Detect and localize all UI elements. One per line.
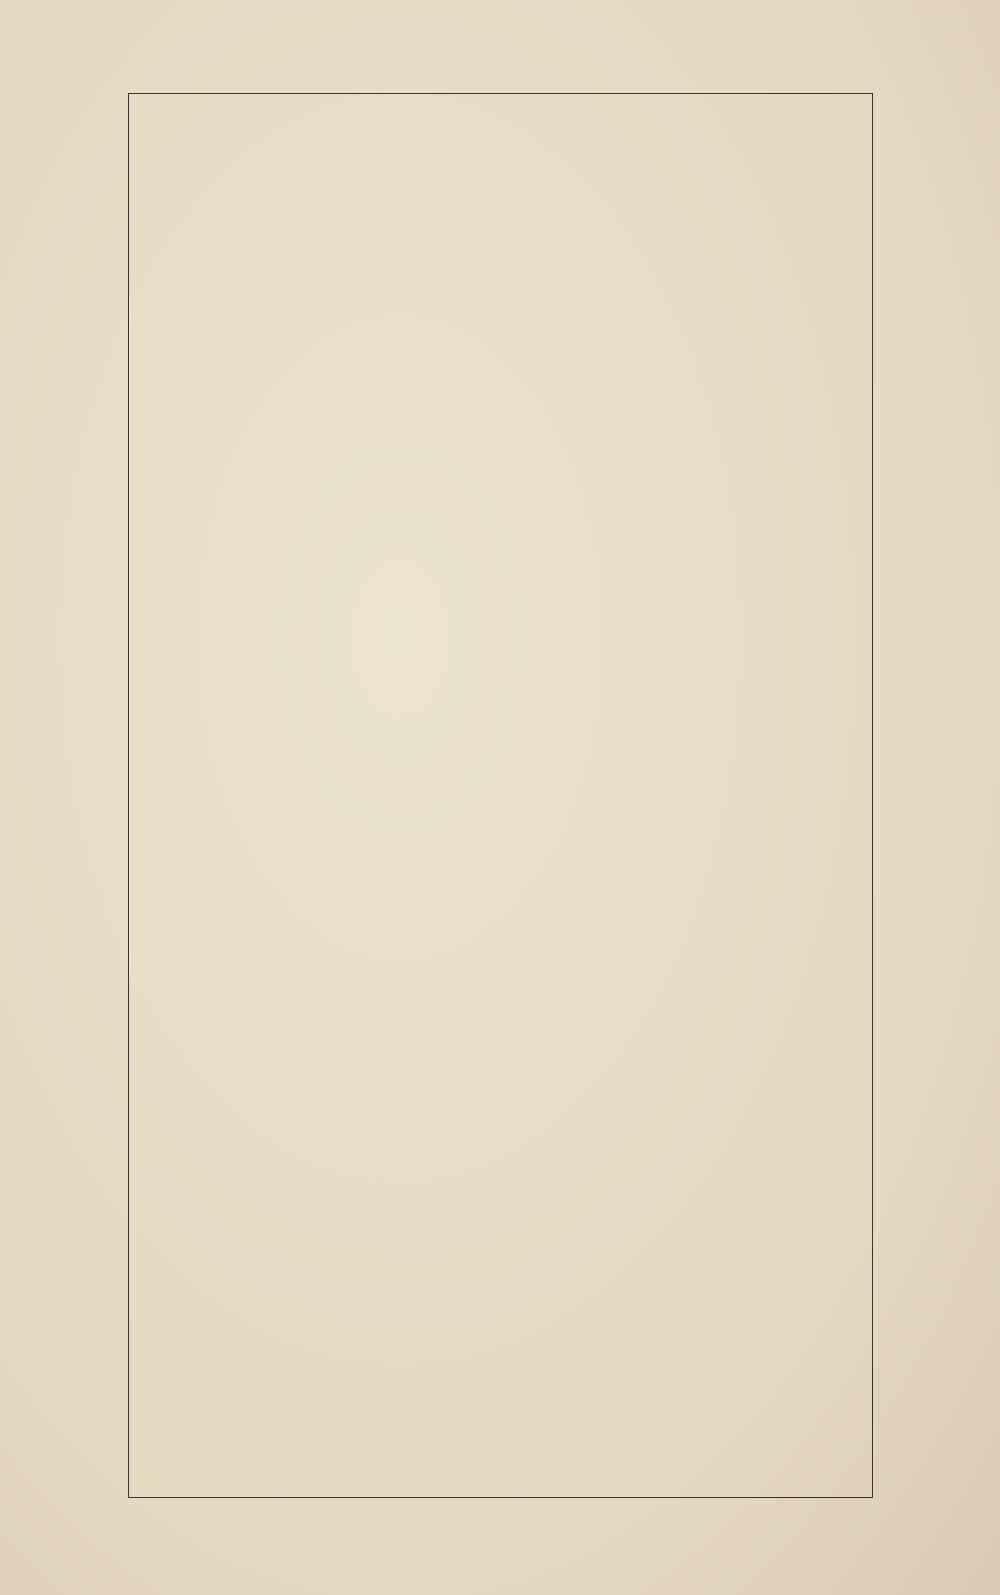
- title-block: [45, 560, 130, 1020]
- meteorological-chart: [128, 93, 873, 1498]
- chart-frame: [128, 93, 873, 1498]
